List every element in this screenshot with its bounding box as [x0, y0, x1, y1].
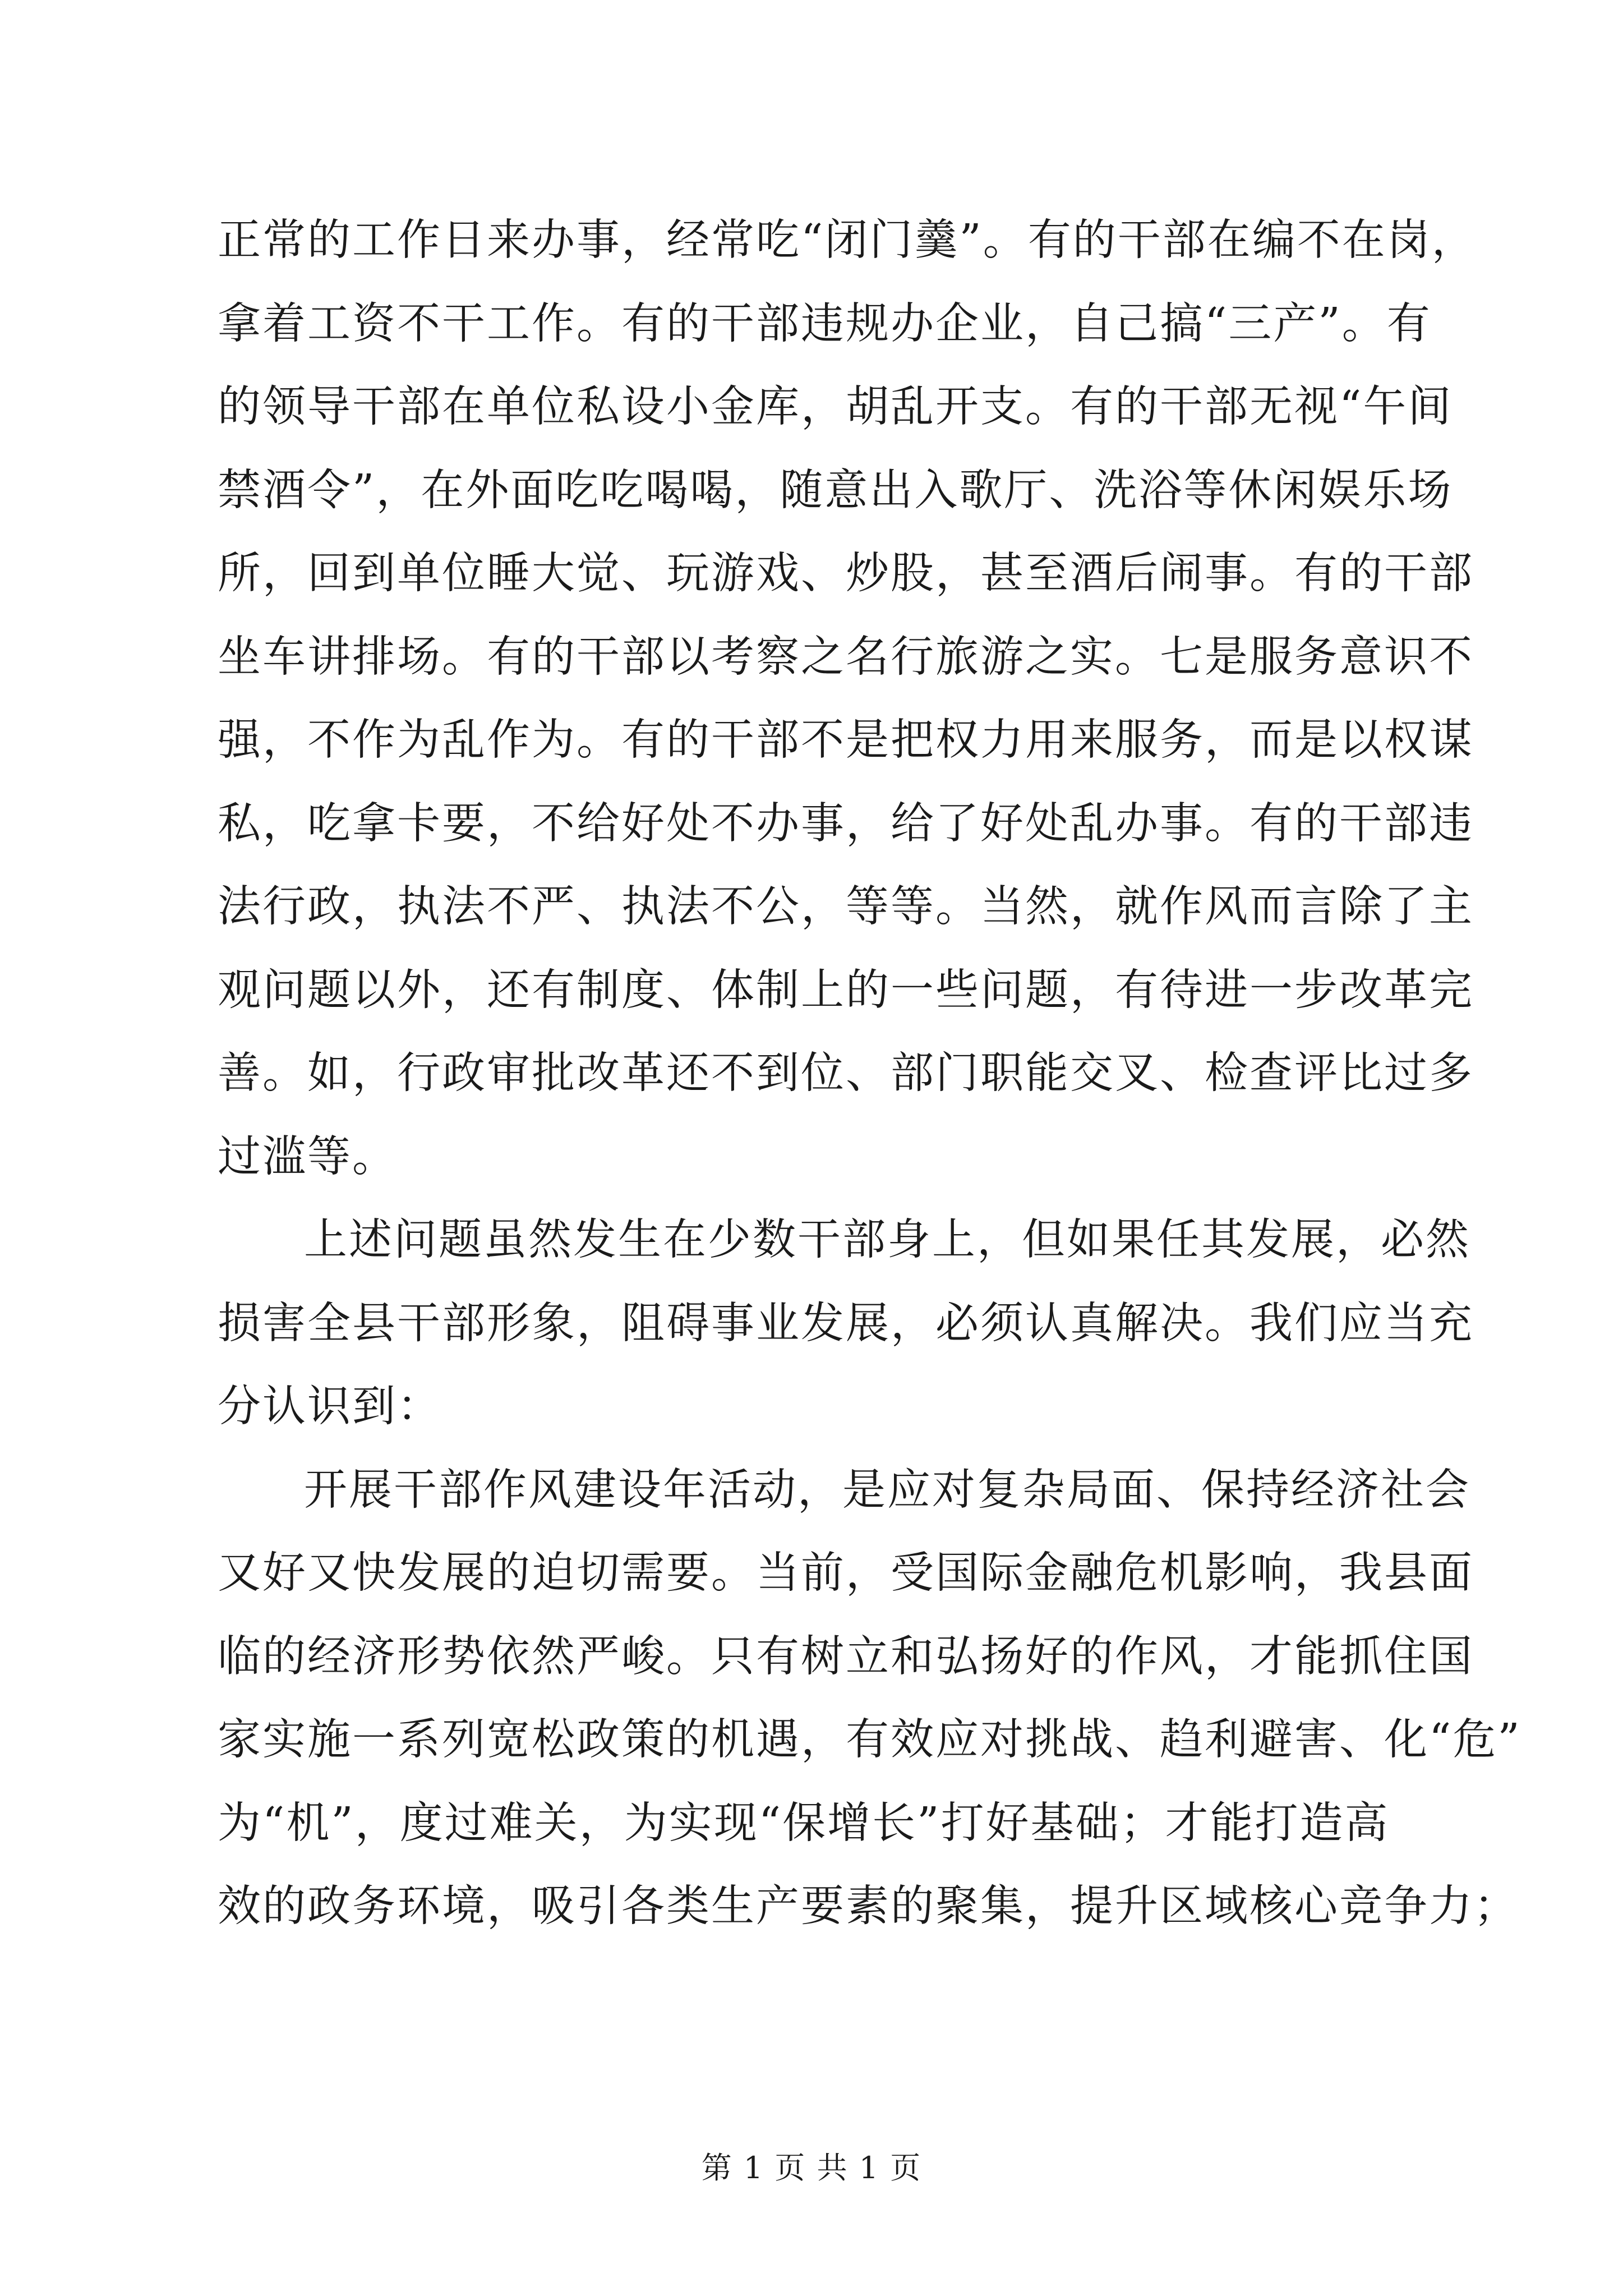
text-line-17: 又好又快发展的迫切需要。当前，受国际金融危机影响，我县面 [218, 1548, 1474, 1598]
text-line-19: 家实施一系列宽松政策的机遇，有效应对挑战、趋利避害、化“危” [218, 1715, 1521, 1765]
text-line-16: 开展干部作风建设年活动，是应对复杂局面、保持经济社会 [304, 1465, 1470, 1515]
text-line-20: 为“机”，度过难关，为实现“保增长”打好基础；才能打造高 [218, 1798, 1390, 1848]
page-number-label: 第 1 页 共 1 页 [701, 2150, 922, 2185]
text-line-9: 法行政，执法不严、执法不公，等等。当然，就作风而言除了主 [218, 882, 1474, 932]
text-line-5: 所，回到单位睡大觉、玩游戏、炒股，甚至酒后闹事。有的干部 [218, 549, 1474, 599]
text-line-7: 强，不作为乱作为。有的干部不是把权力用来服务，而是以权谋 [218, 715, 1474, 765]
text-line-11: 善。如，行政审批改革还不到位、部门职能交叉、检查评比过多 [218, 1048, 1474, 1098]
text-line-2: 拿着工资不干工作。有的干部违规办企业，自己搞“三产”。有 [218, 298, 1432, 349]
text-line-10: 观问题以外，还有制度、体制上的一些问题，有待进一步改革完 [218, 965, 1474, 1015]
text-line-21: 效的政务环境，吸引各类生产要素的聚集，提升区域核心竞争力； [218, 1881, 1519, 1931]
text-line-6: 坐车讲排场。有的干部以考察之名行旅游之实。七是服务意识不 [218, 632, 1474, 682]
document-body [218, 199, 1521, 1949]
text-line-4: 禁酒令”，在外面吃吃喝喝，随意出入歌厅、洗浴等休闲娱乐场 [218, 465, 1453, 516]
text-line-8: 私，吃拿卡要，不给好处不办事，给了好处乱办事。有的干部违 [218, 798, 1474, 849]
text-line-1: 正常的工作日来办事，经常吃“闭门羹”。有的干部在编不在岗， [218, 215, 1477, 265]
page-footer [0, 2148, 1623, 2188]
text-line-3: 的领导干部在单位私设小金库，胡乱开支。有的干部无视“午间 [218, 382, 1453, 432]
text-line-12: 过滥等。 [218, 1131, 397, 1182]
text-line-18: 临的经济形势依然严峻。只有树立和弘扬好的作风，才能抓住国 [218, 1631, 1474, 1682]
text-line-15: 分认识到： [218, 1382, 442, 1432]
text-line-13: 上述问题虽然发生在少数干部身上，但如果任其发展，必然 [304, 1215, 1470, 1265]
text-line-14: 损害全县干部形象，阻碍事业发展，必须认真解决。我们应当充 [218, 1298, 1474, 1349]
